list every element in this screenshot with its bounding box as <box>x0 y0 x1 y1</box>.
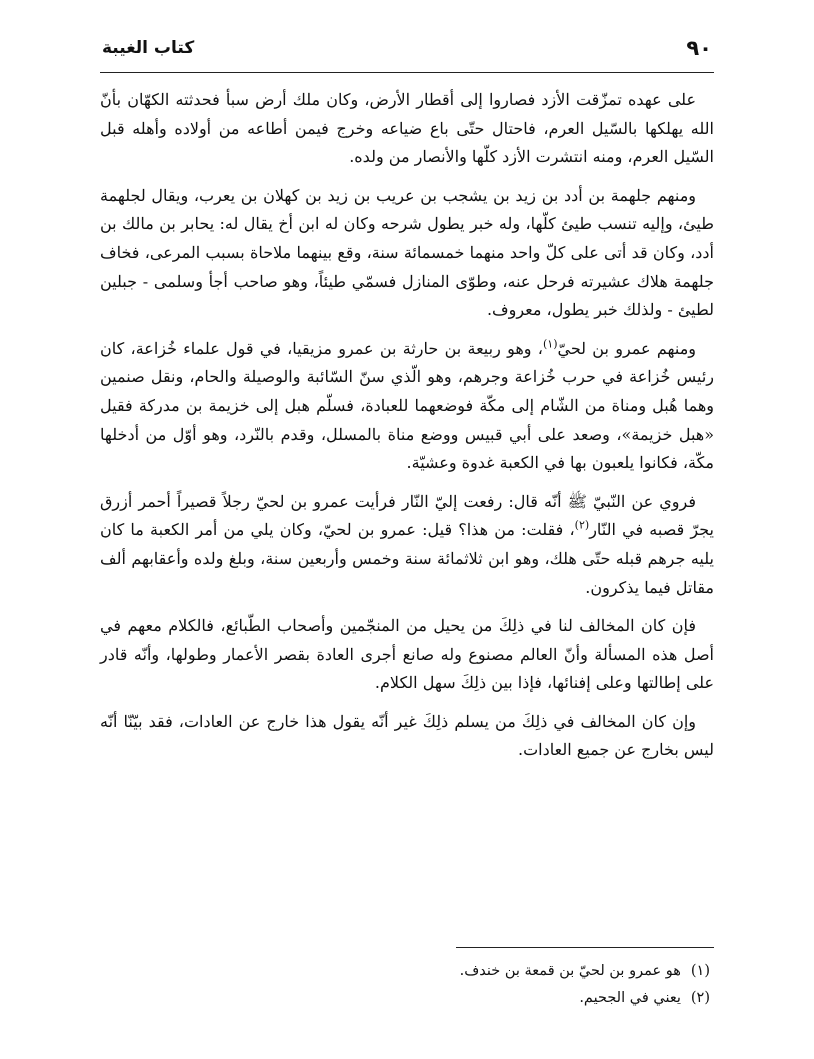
paragraph-text: فروي عن النّبيّ ﷺ أنّه قال: رفعت إليّ النّار فرأيت عمرو بن لحيّ رجلاً قصيراً أحمر أزرق يجرّ قصبه في النّار <box>100 491 715 540</box>
footnote <box>100 985 714 1012</box>
footnote-text: هو عمرو بن لحيّ بن قمعة بن خندف. <box>459 963 681 979</box>
footnotes <box>100 958 714 1012</box>
paragraph: على عهده تمزّقت الأزد فصاروا إلى أقطار الأرض، وكان ملك أرض سبأ فحدثته الكهّان بأنّ الله يهلكها بالسّيل العرم، فاحتال حتّى باع ضياعه وخرج فيمن أطاعه من أولاده وأهله قبل السّيل العرم، ومنه انتشرت الأزد كلّها والأنصار من ولده. <box>100 90 714 167</box>
footnote <box>100 958 714 985</box>
page-number: ٩٠ <box>686 36 712 60</box>
running-title: كتاب الغيبة <box>102 38 195 58</box>
paragraph: وإن كان المخالف في ذلِكَ من يسلم ذلِكَ غير أنّه يقول هذا خارج عن العادات، فقد بيّنّا أنّه ليس بخارج عن جميع العادات. <box>100 711 714 760</box>
footnote-mark: (٢) <box>690 990 710 1006</box>
footnote-reference: (٢) <box>574 518 590 532</box>
paragraph-text: ، فقلت: من هذا؟ قيل: عمرو بن لحيّ، وكان يلي من أمر الكعبة ما كان يليه جرهم قبله حتّى هلك، وهو ابن ثلاثمائة سنة وخمس وأربعين سنة، وبلغ ولده وأعقابهم ألف مقاتل فيما يذكرون. <box>100 520 714 597</box>
paragraph <box>100 488 714 602</box>
footnote-separator <box>456 947 714 948</box>
page-header <box>100 30 714 73</box>
footnote-text: يعني في الجحيم. <box>579 990 681 1006</box>
footnote-reference: (١) <box>542 337 558 351</box>
paragraph-text: ومنهم عمرو بن لحيّ <box>557 338 697 358</box>
paragraph: ومنهم جلهمة بن أدد بن زيد بن يشجب بن عريب بن زيد بن كهلان بن يعرب، ويقال لجلهمة طيئ، وإليه تنسب طيئ كلّها، وله خبر يطول شرحه وكان له ابن أخ يقال له: يحابر بن مالك بن أدد، وكان قد أتى على كلّ واحد منهما خمسمائة سنة، وقع بينهما ملاحاة بسبب المرعى، فخاف جلهمة هلاك عشيرته فرحل عنه، وطوّى المنازل فسمّي طيئاً، وهو صاحب أجأ وسلمى - جبلين لطيئ - ولذلك خبر يطول، معروف. <box>100 185 714 320</box>
main-text <box>100 86 714 775</box>
paragraph-text: ، وهو ربيعة بن حارثة بن عمرو مزيقيا، في قول علماء خُزاعة، كان رئيس خُزاعة في حرب خُزاعة وجرهم، وهو الّذي سنّ السّائبة والوصيلة والحام، ونقل صنمين وهما هُبل ومناة من الشّام إلى مكّة فوضعهما للعبادة، فسلّم هبل إلى خزيمة بن مدركة فقيل «هبل خزيمة»، وصعد على أبي قبيس ووضع مناة بالمسلل، وقدم بالنّرد، وهو أوّل من أدخلها مكّة، فكانوا يلعبون بها في الكعبة غدوة وعشيّة. <box>100 338 714 473</box>
paragraph <box>100 335 714 478</box>
paragraph: فإن كان المخالف لنا في ذلِكَ من يحيل من المنجّمين وأصحاب الطّبائع، فالكلام معهم في أصل هذه المسألة وأنّ العالم مصنوع وله صانع أجرى العادة بقصر الأعمار وطولها، وأنّه قادر على إطالتها وعلى إفنائها، فإذا بين ذلِكَ سهل الكلام. <box>100 616 715 693</box>
footnote-mark: (١) <box>690 963 710 979</box>
